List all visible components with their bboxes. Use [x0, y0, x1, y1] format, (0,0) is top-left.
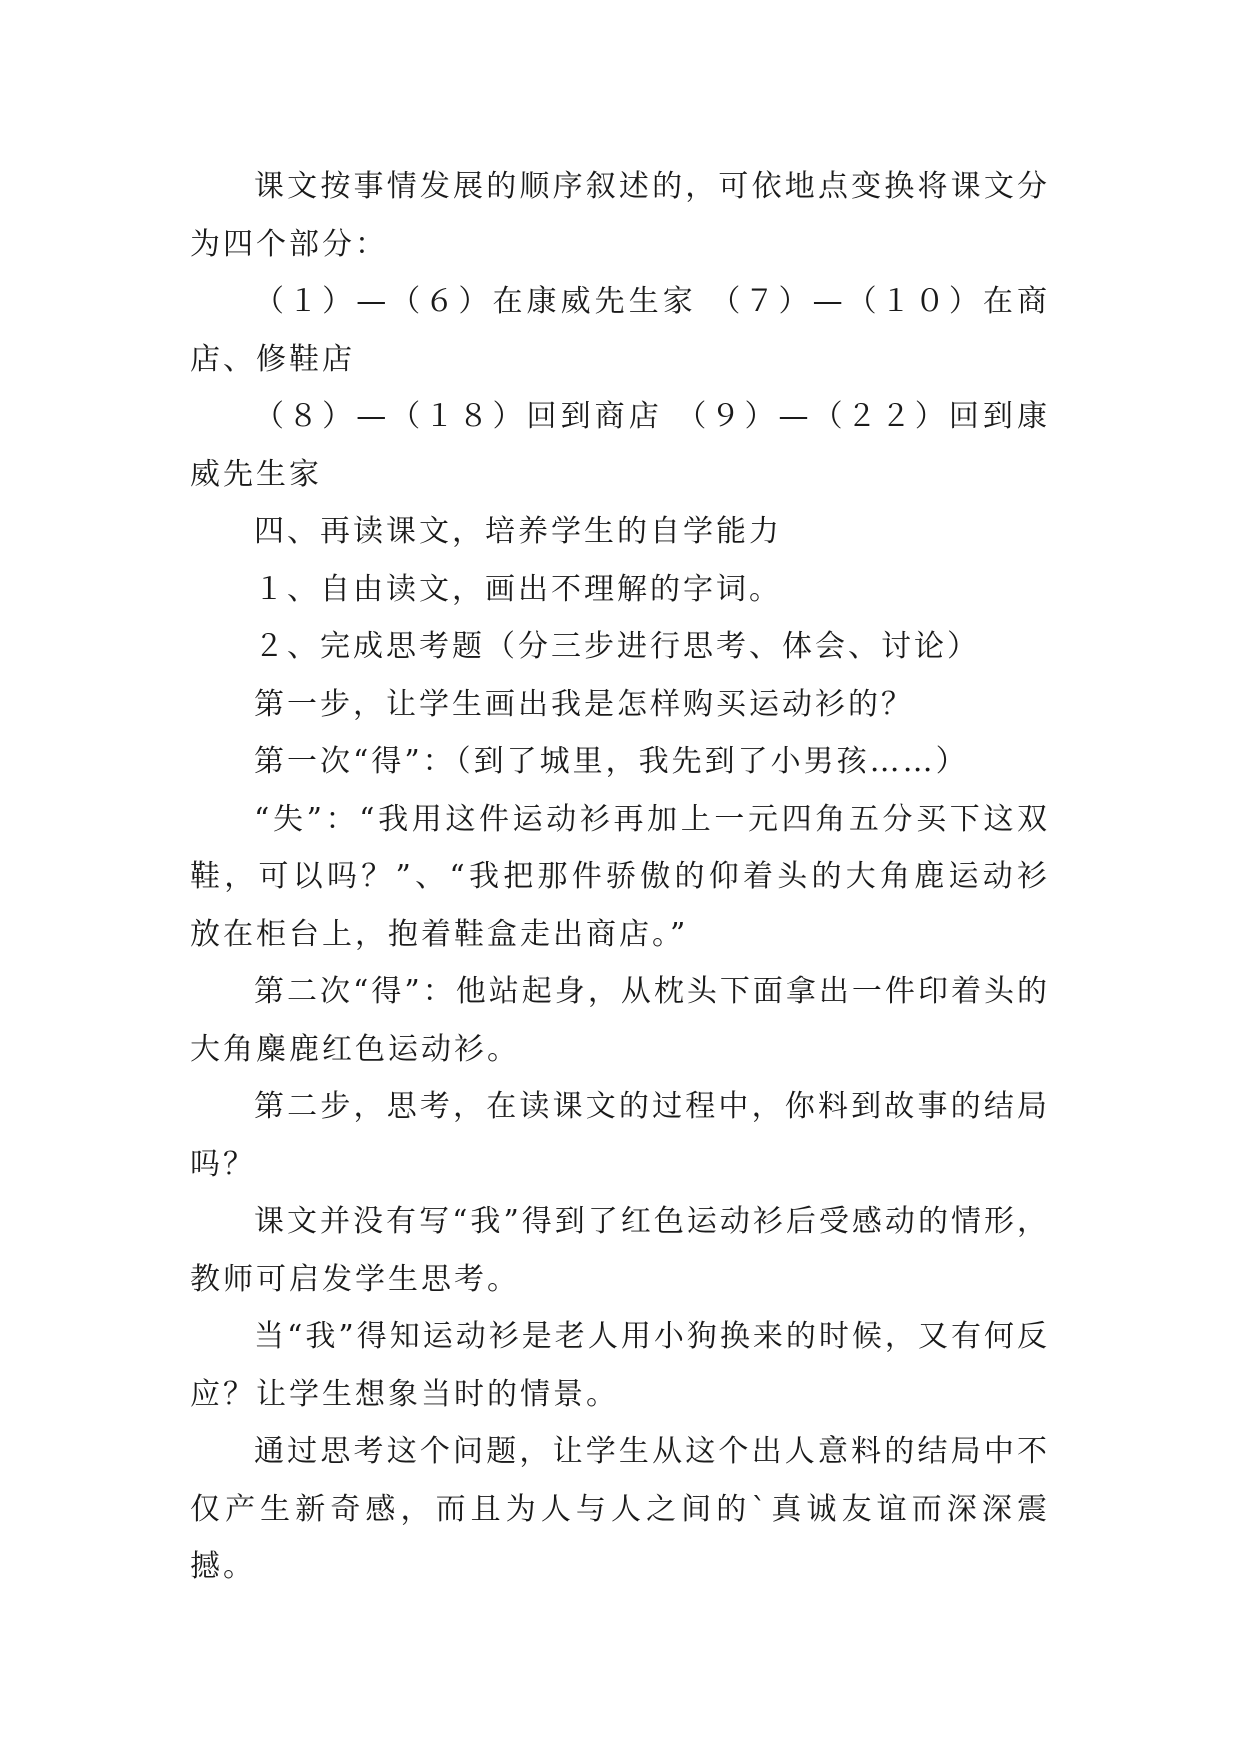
- paragraph: 四、再读课文，培养学生的自学能力: [254, 514, 782, 549]
- paragraph: 课文按事情发展的顺序叙述的，可依地点变换将课文分为四个部分：: [190, 169, 1050, 262]
- paragraph: （１）—（６）在康威先生家 （７）—（１０）在商店、修鞋店: [190, 284, 1050, 377]
- paragraph: 当“我”得知运动衫是老人用小狗换来的时候，又有何反应？让学生想象当时的情景。: [190, 1319, 1050, 1412]
- document-body: [190, 158, 1050, 1596]
- paragraph: 第二步，思考，在读课文的过程中，你料到故事的结局吗？: [190, 1089, 1050, 1182]
- paragraph: ２、完成思考题（分三步进行思考、体会、讨论）: [254, 629, 980, 664]
- paragraph: （８）—（１８）回到商店 （９）—（２２）回到康威先生家: [190, 399, 1050, 492]
- paragraph: 第一步，让学生画出我是怎样购买运动衫的？: [254, 686, 914, 722]
- paragraph: 第二次“得”：他站起身，从枕头下面拿出一件印着头的大角麋鹿红色运动衫。: [190, 974, 1050, 1067]
- paragraph: “失”：“我用这件运动衫再加上一元四角五分买下这双鞋，可以吗？”、“我把那件骄傲的仰着头的大角鹿运动衫放在柜台上，抱着鞋盒走出商店。”: [190, 801, 1050, 952]
- paragraph: 课文并没有写“我”得到了红色运动衫后受感动的情形，教师可启发学生思考。: [190, 1204, 1050, 1297]
- paragraph: 通过思考这个问题，让学生从这个出人意料的结局中不仅产生新奇感，而且为人与人之间的`真诚友谊而深深震撼。: [190, 1434, 1050, 1584]
- paragraph: １、自由读文，画出不理解的字词。: [254, 571, 782, 607]
- paragraph: 第一次“得”：（到了城里，我先到了小男孩……）: [254, 744, 969, 779]
